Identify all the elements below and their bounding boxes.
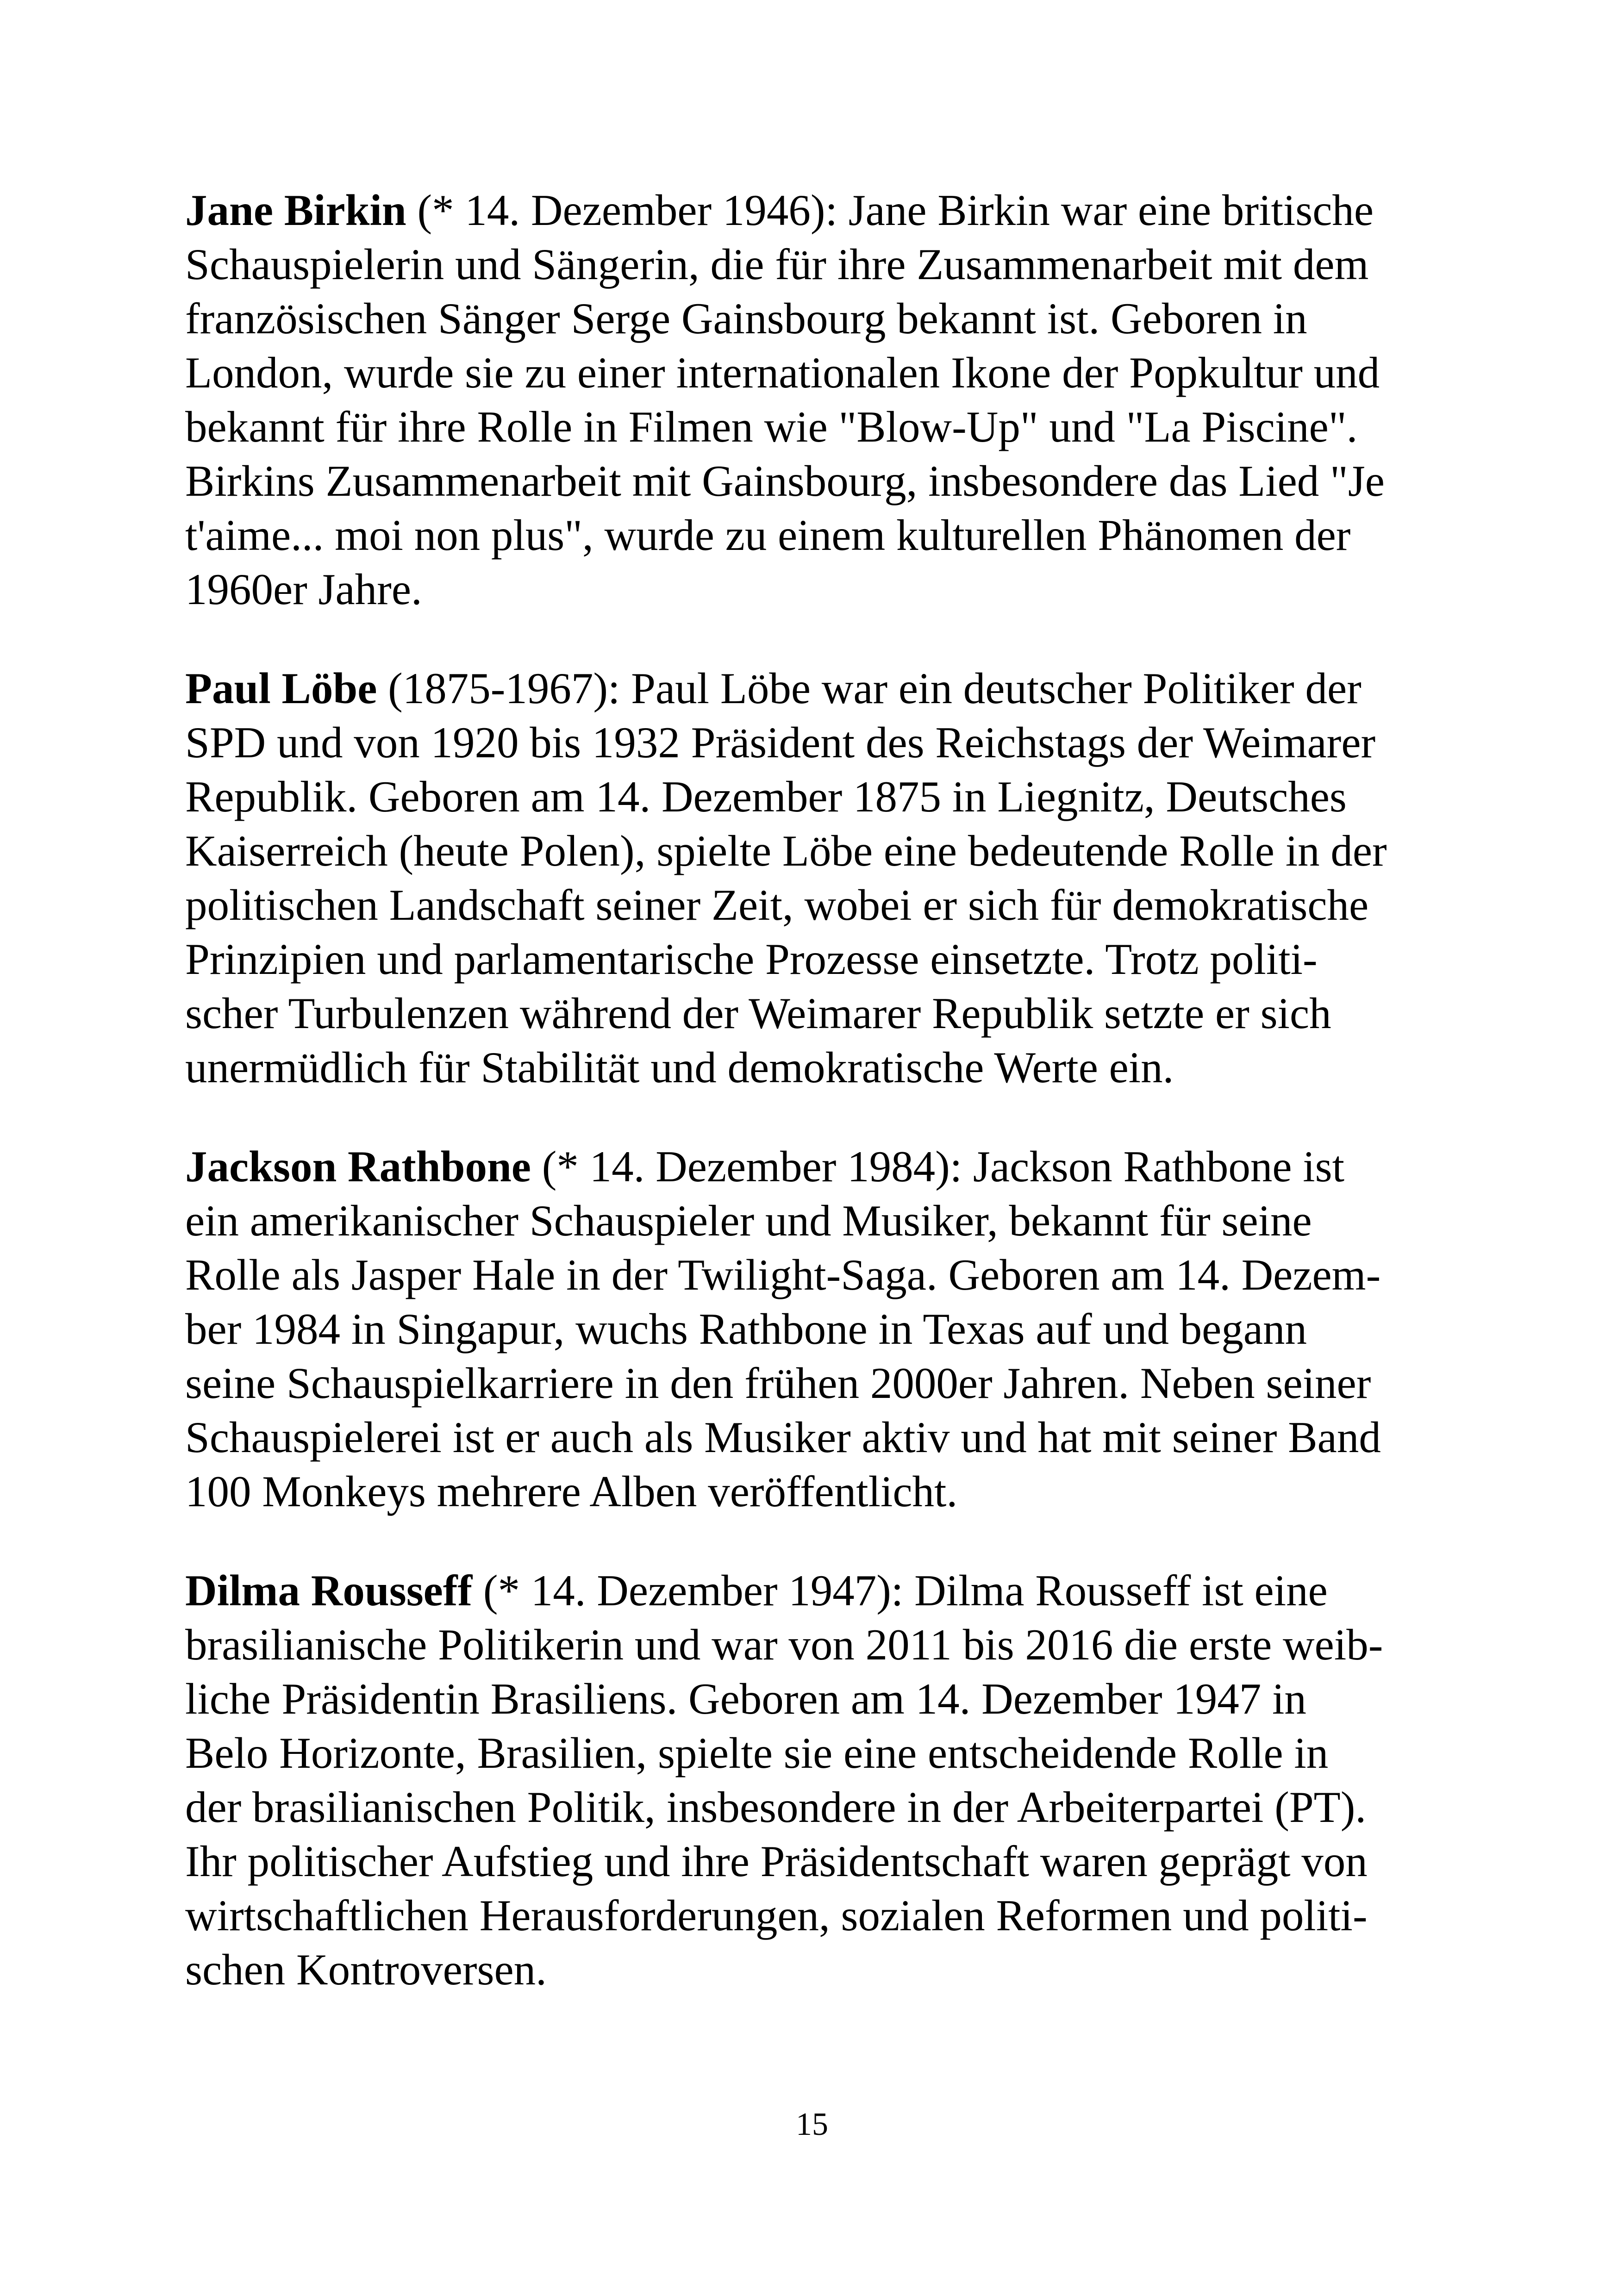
entry-line bbox=[185, 183, 1385, 237]
entry-line: SPD und von 1920 bis 1932 Präsident des Reichstags der Weimarer bbox=[185, 718, 1376, 767]
page-number: 15 bbox=[796, 2107, 828, 2142]
entry-line: Belo Horizonte, Brasilien, spielte sie eine entscheidende Rolle in bbox=[185, 1728, 1329, 1777]
entry-line bbox=[185, 661, 1387, 716]
person-name: Jackson Rathbone bbox=[185, 1142, 531, 1191]
entry-line: Prinzipien und parlamentarische Prozesse einsetzte. Trotz politi- bbox=[185, 935, 1318, 984]
biography-entry-jackson-rathbone bbox=[185, 1140, 1381, 1519]
entry-line: französischen Sänger Serge Gainsbourg bekannt ist. Geboren in bbox=[185, 294, 1307, 343]
entry-line: t'aime... moi non plus", wurde zu einem kulturellen Phänomen der bbox=[185, 511, 1351, 560]
entry-line: Rolle als Jasper Hale in der Twilight-Saga. Geboren am 14. Dezem- bbox=[185, 1250, 1381, 1299]
entry-line: der brasilianischen Politik, insbesondere in der Arbeiterpartei (PT). bbox=[185, 1783, 1367, 1832]
entry-line: seine Schauspielkarriere in den frühen 2000er Jahren. Neben seiner bbox=[185, 1359, 1371, 1408]
entry-line: Republik. Geboren am 14. Dezember 1875 in Liegnitz, Deutsches bbox=[185, 772, 1347, 821]
entry-text: (* 14. Dezember 1984): Jackson Rathbone ist bbox=[531, 1142, 1345, 1191]
entry-line: wirtschaftlichen Herausforderungen, sozialen Reformen und politi- bbox=[185, 1891, 1368, 1940]
entry-line: Schauspielerei ist er auch als Musiker aktiv und hat mit seiner Band bbox=[185, 1413, 1381, 1462]
person-name: Paul Löbe bbox=[185, 664, 377, 713]
entry-line: Schauspielerin und Sängerin, die für ihre Zusammenarbeit mit dem bbox=[185, 240, 1369, 289]
entry-text: (1875-1967): Paul Löbe war ein deutscher Politiker der bbox=[377, 664, 1362, 713]
entry-line bbox=[185, 1140, 1381, 1194]
entry-line: Ihr politischer Aufstieg und ihre Präsidentschaft waren geprägt von bbox=[185, 1837, 1368, 1886]
entry-text: (* 14. Dezember 1946): Jane Birkin war eine britische bbox=[406, 186, 1374, 235]
entry-line: politischen Landschaft seiner Zeit, wobei er sich für demokratische bbox=[185, 880, 1369, 929]
biography-entry-jane-birkin bbox=[185, 183, 1385, 617]
entry-line: London, wurde sie zu einer internationalen Ikone der Popkultur und bbox=[185, 348, 1380, 397]
entry-line: 1960er Jahre. bbox=[185, 565, 422, 614]
entry-text: (* 14. Dezember 1947): Dilma Rousseff ist eine bbox=[472, 1566, 1328, 1615]
biography-entry-dilma-rousseff bbox=[185, 1564, 1383, 1997]
entry-line: brasilianische Politikerin und war von 2011 bis 2016 die erste weib- bbox=[185, 1620, 1383, 1669]
person-name: Dilma Rousseff bbox=[185, 1566, 473, 1615]
entry-line: ein amerikanischer Schauspieler und Musiker, bekannt für seine bbox=[185, 1196, 1312, 1245]
entry-line: 100 Monkeys mehrere Alben veröffentlicht. bbox=[185, 1467, 958, 1516]
entry-line: Kaiserreich (heute Polen), spielte Löbe eine bedeutende Rolle in der bbox=[185, 826, 1387, 875]
entry-line: unermüdlich für Stabilität und demokratische Werte ein. bbox=[185, 1043, 1174, 1092]
entry-line: bekannt für ihre Rolle in Filmen wie "Blow-Up" und "La Piscine". bbox=[185, 402, 1358, 451]
entry-line: Birkins Zusammenarbeit mit Gainsbourg, insbesondere das Lied "Je bbox=[185, 456, 1385, 505]
entry-line bbox=[185, 1564, 1383, 1618]
biography-entry-paul-loebe bbox=[185, 661, 1387, 1095]
entry-line: scher Turbulenzen während der Weimarer Republik setzte er sich bbox=[185, 989, 1331, 1038]
entry-line: schen Kontroversen. bbox=[185, 1945, 547, 1994]
entry-line: liche Präsidentin Brasiliens. Geboren am 14. Dezember 1947 in bbox=[185, 1674, 1306, 1723]
entry-line: ber 1984 in Singapur, wuchs Rathbone in Texas auf und begann bbox=[185, 1304, 1307, 1353]
person-name: Jane Birkin bbox=[185, 186, 406, 235]
